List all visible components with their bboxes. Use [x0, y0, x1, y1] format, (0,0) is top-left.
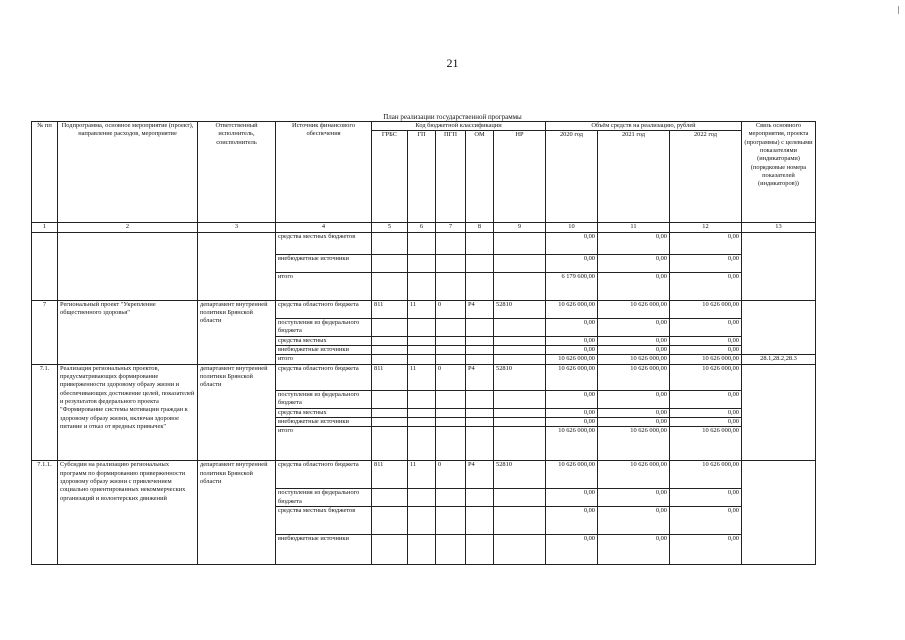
value-2020: 10 626 000,00	[546, 355, 598, 364]
source-cell: средства местных бюджетов	[276, 507, 372, 535]
value-2021: 0,00	[598, 272, 670, 300]
pgp-code: 0	[436, 364, 466, 390]
table-caption: План реализации государственной программы	[383, 113, 522, 121]
source-cell: внебюджетные источники	[276, 254, 372, 272]
value-2020: 6 179 600,00	[546, 272, 598, 300]
grbs-code: 811	[372, 300, 408, 318]
source-cell: внебюджетные источники	[276, 535, 372, 565]
value-2021: 10 626 000,00	[598, 427, 670, 461]
value-2020: 0,00	[546, 535, 598, 565]
header-gp: ГП	[408, 131, 436, 223]
program-plan-table	[31, 121, 816, 565]
value-2020: 0,00	[546, 390, 598, 408]
item-number: 7.1.	[32, 364, 58, 461]
source-cell: внебюджетные источники	[276, 345, 372, 354]
header-activity: Подпрограмма, основное мероприятие (проект), направление расходов, мероприятие	[58, 122, 198, 223]
value-2022: 10 626 000,00	[670, 364, 742, 390]
nr-code: 52810	[494, 364, 546, 390]
value-2020: 10 626 000,00	[546, 364, 598, 390]
value-2020: 0,00	[546, 336, 598, 345]
header-2022: 2022 год	[670, 131, 742, 223]
nr-code: 52810	[494, 461, 546, 489]
activity-name: Реализация региональных проектов, предусматривающих формирование приверженности здоровому образу жизни и обеспечивающих достижение целей, показателей и результатов федерального проекта "Формирование системы мотивации граждан к здоровому образу жизни, включая здоровое питание и отказ от вредных привычек"	[58, 364, 198, 461]
col-number: 5	[372, 223, 408, 232]
header-om: ОМ	[466, 131, 494, 223]
gp-code: 11	[408, 461, 436, 489]
gp-code: 11	[408, 300, 436, 318]
value-2022: 0,00	[670, 507, 742, 535]
col-number: 12	[670, 223, 742, 232]
source-cell: средства областного бюджета	[276, 300, 372, 318]
table-row	[32, 364, 816, 390]
col-number: 1	[32, 223, 58, 232]
source-cell: поступления из федерального бюджета	[276, 489, 372, 507]
value-2020: 0,00	[546, 417, 598, 426]
header-funding-group: Объём средств на реализацию, рублей	[546, 122, 742, 131]
value-2022: 0,00	[670, 489, 742, 507]
header-grbs: ГРБС	[372, 131, 408, 223]
source-cell: итого	[276, 272, 372, 300]
source-cell: средства областного бюджета	[276, 461, 372, 489]
value-2020: 0,00	[546, 408, 598, 417]
source-cell: средства областного бюджета	[276, 364, 372, 390]
item-number: 7	[32, 300, 58, 364]
value-2022: 0,00	[670, 254, 742, 272]
col-number: 6	[408, 223, 436, 232]
scan-edge-mark	[898, 6, 899, 14]
header-2021: 2021 год	[598, 131, 670, 223]
value-2022: 0,00	[670, 408, 742, 417]
value-2022: 0,00	[670, 390, 742, 408]
grbs-code: 811	[372, 364, 408, 390]
value-2020: 0,00	[546, 254, 598, 272]
grbs-code: 811	[372, 461, 408, 489]
source-cell: поступления из федерального бюджета	[276, 390, 372, 408]
value-2021: 10 626 000,00	[598, 364, 670, 390]
col-number: 7	[436, 223, 466, 232]
om-code: P4	[466, 300, 494, 318]
page-number: 21	[446, 56, 459, 70]
executor-name: департамент внутренней политики Брянской области	[198, 364, 276, 461]
col-number: 9	[494, 223, 546, 232]
value-2022: 10 626 000,00	[670, 461, 742, 489]
item-number: 7.1.1.	[32, 461, 58, 565]
value-2021: 0,00	[598, 318, 670, 336]
header-executor: Ответственный исполнитель, соисполнитель	[198, 122, 276, 223]
col-number: 2	[58, 223, 198, 232]
om-code: P4	[466, 364, 494, 390]
col-number: 13	[742, 223, 816, 232]
activity-name: Субсидии на реализацию региональных программ по формированию приверженности здоровому образу жизни с привлечением социально ориентированных некоммерческих организаций и волонтерских движений	[58, 461, 198, 565]
value-2022: 0,00	[670, 417, 742, 426]
value-2022: 0,00	[670, 345, 742, 354]
nr-code: 52810	[494, 300, 546, 318]
header-2020: 2020 год	[546, 131, 598, 223]
pgp-code: 0	[436, 300, 466, 318]
source-cell: поступления из федерального бюджета	[276, 318, 372, 336]
executor-name: департамент внутренней политики Брянской области	[198, 300, 276, 364]
col-number: 4	[276, 223, 372, 232]
activity-name: Региональный проект "Укрепление общественного здоровья"	[58, 300, 198, 364]
header-budget-group: Код бюджетной классификации	[372, 122, 546, 131]
col-number: 3	[198, 223, 276, 232]
value-2022: 10 626 000,00	[670, 300, 742, 318]
table-row	[32, 461, 816, 489]
value-2022: 0,00	[670, 318, 742, 336]
value-2021: 0,00	[598, 507, 670, 535]
table-row	[32, 300, 816, 318]
executor-name: департамент внутренней политики Брянской области	[198, 461, 276, 565]
col-number: 8	[466, 223, 494, 232]
source-cell: внебюджетные источники	[276, 417, 372, 426]
source-cell: средства местных	[276, 408, 372, 417]
value-2021: 10 626 000,00	[598, 300, 670, 318]
pgp-code: 0	[436, 461, 466, 489]
value-2020: 0,00	[546, 318, 598, 336]
value-2020: 10 626 000,00	[546, 461, 598, 489]
value-2021: 0,00	[598, 390, 670, 408]
value-2021: 10 626 000,00	[598, 355, 670, 364]
header-num: № пп	[32, 122, 58, 223]
value-2022: 0,00	[670, 272, 742, 300]
value-2022: 0,00	[670, 336, 742, 345]
value-2020: 10 626 000,00	[546, 300, 598, 318]
header-pgp: ПГП	[436, 131, 466, 223]
header-indicator-link: Связь основного мероприятия, проекта (программы) с целевыми показателями (индикаторами) (порядковые номера показателей (индикаторов))	[742, 122, 816, 223]
value-2021: 0,00	[598, 254, 670, 272]
value-2020: 0,00	[546, 232, 598, 254]
col-number: 10	[546, 223, 598, 232]
value-2020: 0,00	[546, 489, 598, 507]
value-2020: 0,00	[546, 507, 598, 535]
value-2022: 10 626 000,00	[670, 355, 742, 364]
value-2020: 0,00	[546, 345, 598, 354]
value-2022: 0,00	[670, 232, 742, 254]
source-cell: средства местных	[276, 336, 372, 345]
table-row	[32, 232, 816, 254]
value-2021: 0,00	[598, 489, 670, 507]
value-2021: 0,00	[598, 336, 670, 345]
value-2020: 10 626 000,00	[546, 427, 598, 461]
value-2021: 0,00	[598, 535, 670, 565]
header-source: Источник финансового обеспечения	[276, 122, 372, 223]
source-cell: итого	[276, 427, 372, 461]
value-2021: 0,00	[598, 408, 670, 417]
header-nr: НР	[494, 131, 546, 223]
source-cell: итого	[276, 355, 372, 364]
indicator-link: 28.1,28.2,28.3	[742, 355, 816, 364]
value-2021: 0,00	[598, 232, 670, 254]
value-2021: 0,00	[598, 417, 670, 426]
value-2021: 0,00	[598, 345, 670, 354]
source-cell: средства местных бюджетов	[276, 232, 372, 254]
col-number: 11	[598, 223, 670, 232]
value-2022: 10 626 000,00	[670, 427, 742, 461]
gp-code: 11	[408, 364, 436, 390]
value-2022: 0,00	[670, 535, 742, 565]
value-2021: 10 626 000,00	[598, 461, 670, 489]
om-code: P4	[466, 461, 494, 489]
column-number-row	[32, 223, 816, 232]
